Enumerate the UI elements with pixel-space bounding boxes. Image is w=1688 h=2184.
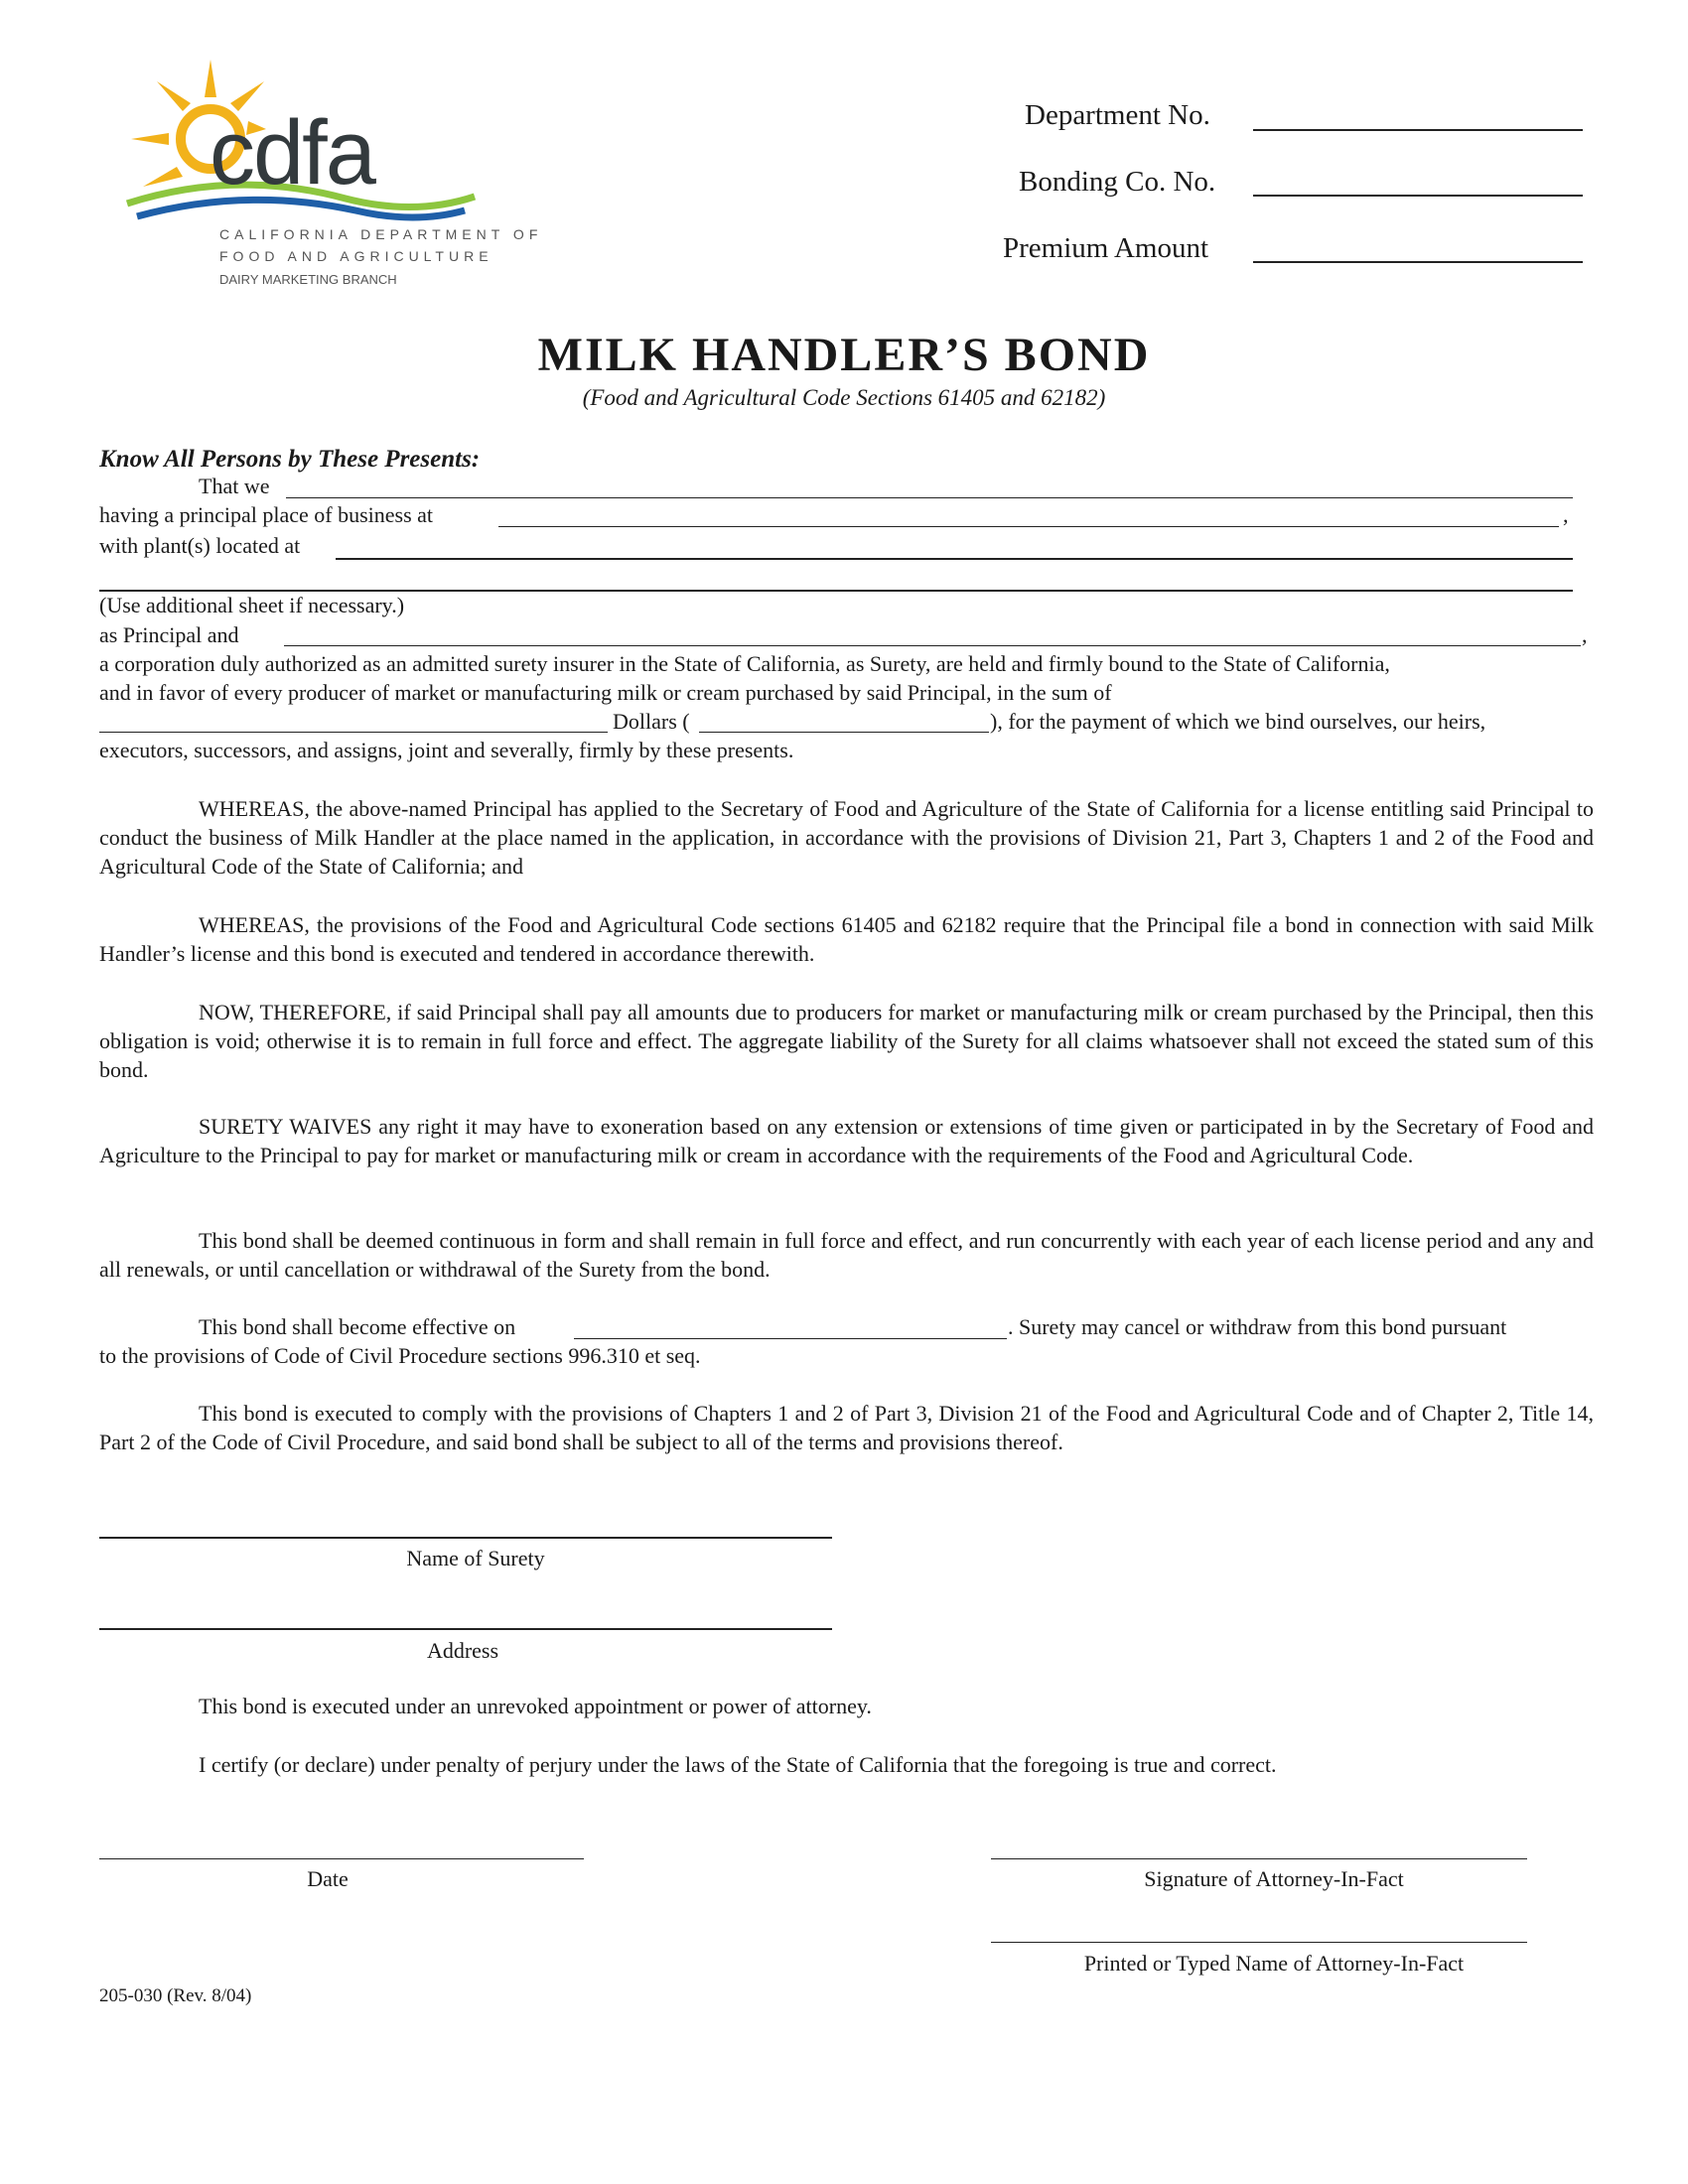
executed-paragraph [99,1399,1594,1456]
date-field[interactable] [99,1858,584,1859]
name-of-surety-label: Name of Surety [406,1546,545,1570]
effective-label: This bond shall become effective on [199,1314,516,1339]
surety-line-1: a corporation duly authorized as an admitted surety insurer in the State of California, as Surety, are held and firmly bound to the State of California, [99,651,1390,676]
signature-attorney-label: Signature of Attorney-In-Fact [1144,1866,1404,1891]
logo-line-1: CALIFORNIA DEPARTMENT OF [219,226,543,242]
now-therefore-text: NOW, THEREFORE, if said Principal shall pay all amounts due to producers for market or manufacturing milk or cream purchased by the Principal, then this obligation is void; otherwise it is to remain in full force and effect. The aggregate liability of the Surety for all claims whatsoever shall not exceed the stated sum of this bond. [99,1000,1594,1082]
surety-waives-text: SURETY WAIVES any right it may have to exoneration based on any extension or extensions of time given or participated in by the Secretary of Food and Agriculture to the Principal to pay for market or manufacturing milk or cream in accordance with the requirements of the Food and Agricultural Code. [99,1114,1594,1167]
certify-statement: I certify (or declare) under penalty of perjury under the laws of the State of California that the foregoing is true and correct. [199,1752,1277,1777]
now-therefore-paragraph [99,998,1594,1084]
dollars-label: Dollars ( [613,709,690,734]
principal-name-field[interactable] [286,497,1573,498]
effective-cancel-text: . Surety may cancel or withdraw from this bond pursuant [1008,1314,1507,1339]
intro-heading: Know All Persons by These Presents: [99,446,481,473]
signature-attorney-field[interactable] [991,1858,1527,1859]
unrevoked-statement: This bond is executed under an unrevoked appointment or power of attorney. [199,1694,872,1718]
continuous-paragraph [99,1226,1594,1284]
logo-line-2: FOOD AND AGRICULTURE [219,248,493,264]
plants-label: with plant(s) located at [99,533,301,558]
form-number: 205-030 (Rev. 8/04) [99,1985,252,2006]
that-we-label: That we [199,474,270,498]
sum-words-field[interactable] [99,732,608,733]
printed-name-field[interactable] [991,1942,1527,1943]
plants-field-2[interactable] [99,590,1573,592]
logo-line-3: DAIRY MARKETING BRANCH [219,272,397,287]
page-subtitle: (Food and Agricultural Code Sections 61405 and 62182) [582,385,1106,410]
comma: , [1563,502,1569,527]
cdfa-logo [117,60,543,298]
payment-clause: ), for the payment of which we bind ourselves, our heirs, [990,709,1486,734]
date-label: Date [307,1866,349,1891]
sum-amount-field[interactable] [699,732,989,733]
executed-text: This bond is executed to comply with the provisions of Chapters 1 and 2 of Part 3, Division 21 of the Food and Agricultural Code and of Chapter 2, Title 14, Part 2 of the Code of Civil Procedure, and said bond shall be subject to all of the terms and provisions thereof. [99,1401,1594,1454]
effective-date-field[interactable] [574,1338,1007,1339]
whereas-1-text: WHEREAS, the above-named Principal has applied to the Secretary of Food and Agriculture of the State of California for a license entitling said Principal to conduct the business of Milk Handler at the place named in the application, in accordance with the provisions of Division 21, Part 3, Chapters 1 and 2 of the Food and Agricultural Code of the State of California; and [99,796,1594,879]
effective-code-text: to the provisions of Code of Civil Procedure sections 996.310 et seq. [99,1343,701,1368]
principal-place-label: having a principal place of business at [99,502,434,527]
additional-sheet-note: (Use additional sheet if necessary.) [99,593,405,617]
comma-2: , [1582,622,1588,647]
printed-name-label: Printed or Typed Name of Attorney-In-Fact [1083,1951,1465,1976]
bonding-co-no-field[interactable] [1253,195,1583,197]
surety-name-signature-field[interactable] [99,1537,832,1539]
continuous-text: This bond shall be deemed continuous in form and shall remain in full force and effect, and run concurrently with each year of each license period and any and all renewals, or until cancellation or withdrawal of the Surety from the bond. [99,1228,1594,1282]
as-principal-label: as Principal and [99,622,239,647]
department-no-label: Department No. [1025,99,1210,131]
surety-waives-paragraph [99,1112,1594,1169]
whereas-paragraph-2 [99,910,1594,968]
logo-wordmark: cdfa [210,102,374,204]
whereas-paragraph-1 [99,794,1594,881]
whereas-2-text: WHEREAS, the provisions of the Food and Agricultural Code sections 61405 and 62182 require that the Principal file a bond in connection with said Milk Handler’s license and this bond is executed and tendered in accordance therewith. [99,912,1594,966]
premium-amount-field[interactable] [1253,261,1583,263]
address-field[interactable] [99,1628,832,1630]
page-title: MILK HANDLER’S BOND [537,329,1151,381]
executors-line: executors, successors, and assigns, joint and severally, firmly by these presents. [99,738,794,762]
principal-place-field[interactable] [498,526,1559,527]
premium-amount-label: Premium Amount [1003,232,1209,264]
surety-line-2: and in favor of every producer of market or manufacturing milk or cream purchased by said Principal, in the sum of [99,680,1112,705]
plants-field[interactable] [336,558,1573,560]
address-label: Address [426,1638,499,1663]
department-no-field[interactable] [1253,129,1583,131]
bonding-co-no-label: Bonding Co. No. [1019,166,1216,198]
surety-name-field[interactable] [284,645,1581,646]
